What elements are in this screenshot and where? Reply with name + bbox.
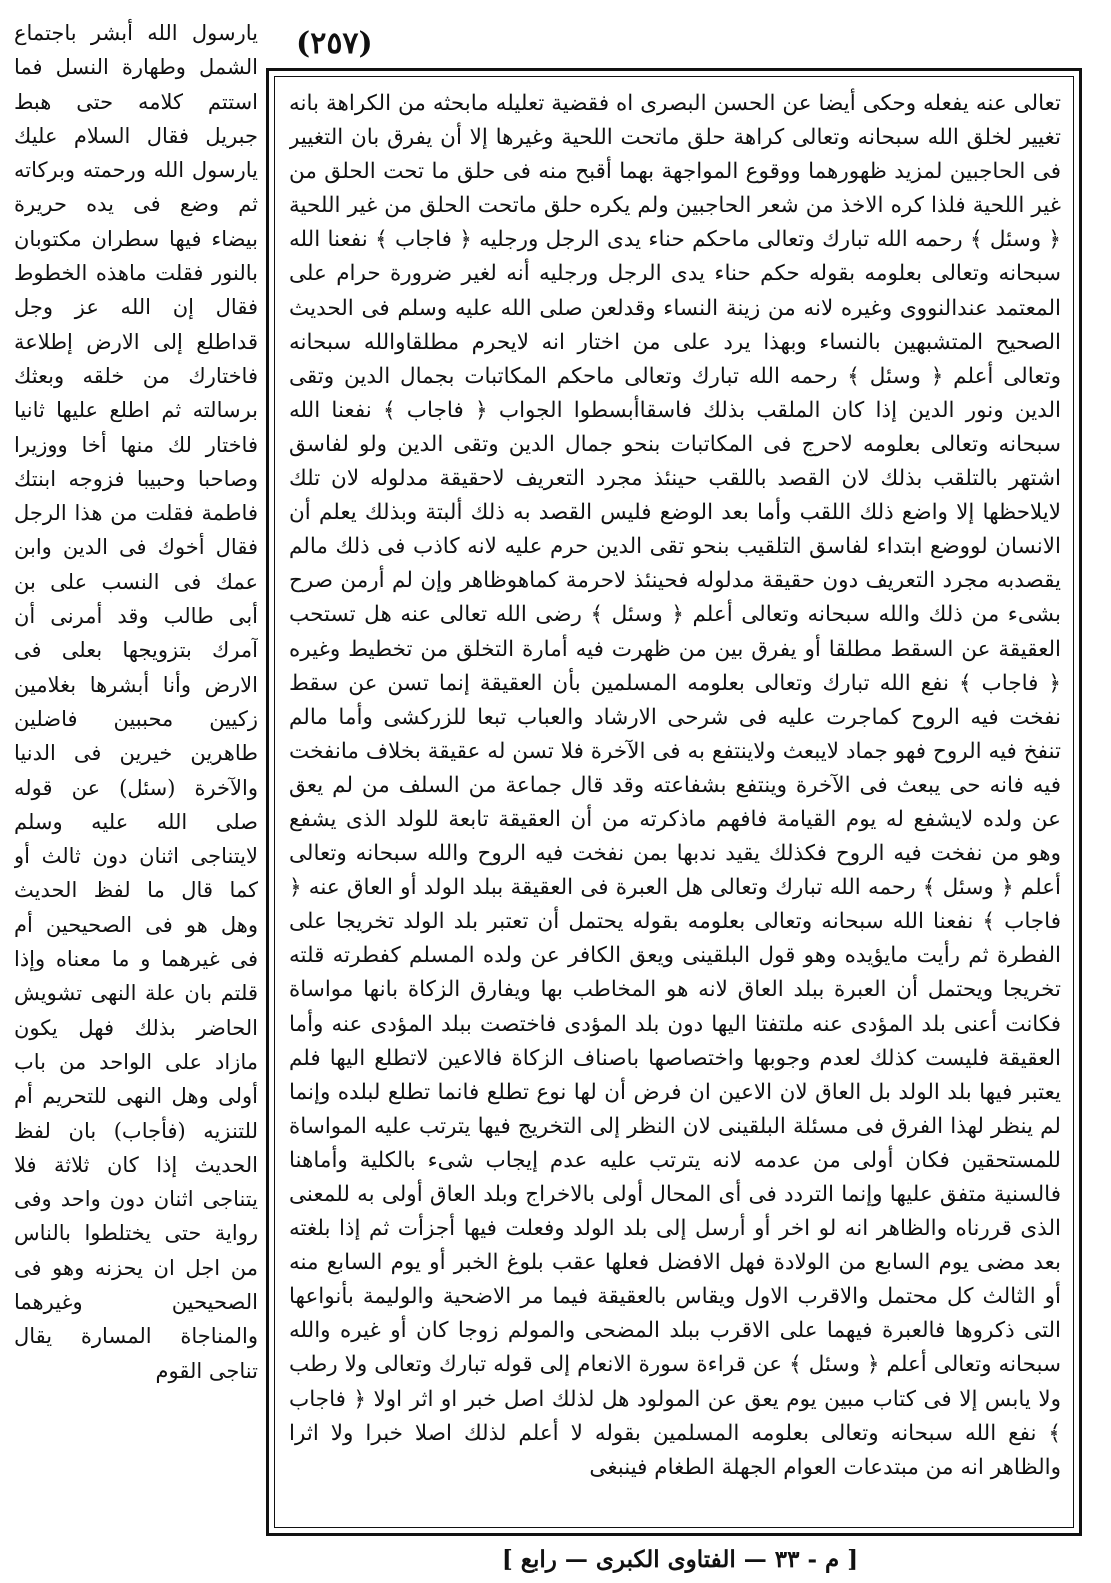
main-text-frame xyxy=(266,68,1082,1536)
page-number: (٢٥٧) xyxy=(296,26,373,61)
main-text-body: تعالى عنه يفعله وحكى أيضا عن الحسن البصرى اه فقضية تعليله مابحثه من الكراهة بانه تغيير لخلق الله سبحانه وتعالى كراهة حلق ماتحت اللحية وغيرها إلا أن يفرق بان التغيير فى الحاجبين لمزيد ظهورهما ووقوع المواجهة بهما أقبح منه فى حلق ما تحت الحلق من غير اللحية فلذا كره الاخذ من شعر الحاجبين ولم يكره حلق ماتحت الحلق من غير اللحية ﴿ وسئل ﴾ رحمه الله تبارك وتعالى ماحكم حناء يدى الرجل ورجليه ﴿ فاجاب ﴾ نفعنا الله سبحانه وتعالى بعلومه بقوله حكم حناء يدى الرجل ورجليه أنه لغير ضرورة حرام على المعتمد عندالنووى وغيره لانه من زينة النساء وقدلعن صلى الله عليه وسلم فى الحديث الصحيح المتشبهين بالنساء وبهذا يرد على من اختار انه لايحرم مطلقاوالله سبحانه وتعالى أعلم ﴿ وسئل ﴾ رحمه الله تبارك وتعالى ماحكم المكاتبات بجمال الدين وتقى الدين ونور الدين إذا كان الملقب بذلك فاسقاأبسطوا الجواب ﴿ فاجاب ﴾ نفعنا الله سبحانه وتعالى بعلومه لاحرج فى المكاتبات بنحو جمال الدين وتقى الدين ولو لفاسق اشتهر بالتلقب بذلك لان القصد باللقب حينئذ مجرد التعريف لاحقيقة مدلوله لان تلك لايلاحظها إلا واضع ذلك اللقب وأما بعد الوضع فليس القصد به ذلك ألبتة وبذلك يعلم أن الانسان لووضع ابتداء لفاسق التلقيب بنحو تقى الدين حرم عليه لانه كاذب فى ذلك مالم يقصدبه مجرد التعريف دون حقيقة مدلوله فحينئذ لاحرمة كماهوظاهر وإن لم أرمن صرح بشىء من ذلك والله سبحانه وتعالى أعلم ﴿ وسئل ﴾ رضى الله تعالى عنه هل تستحب العقيقة عن السقط مطلقا أو يفرق بين من ظهرت فيه أمارة التخلق من تخطيط وغيره ﴿ فاجاب ﴾ نفع الله تبارك وتعالى بعلومه المسلمين بأن العقيقة إنما تسن عن سقط نفخت فيه الروح كماجرت عليه فى شرحى الارشاد والعباب تبعا للزركشى وأما مالم تنفخ فيه الروح فهو جماد لايبعث ولاينتفع به فى الآخرة فلا تسن له عقيقة بخلاف مانفخت فيه فانه حى يبعث فى الآخرة وينتفع بشفاعته وقد قال جماعة من السلف من لم يعق عن ولده لايشفع له يوم القيامة فافهم ماذكرته من أن العقيقة تابعة للولد الذى يشفع وهو من نفخت فيه الروح فكذلك يقيد ندبها بمن نفخت فيه الروح والله سبحانه وتعالى أعلم ﴿ وسئل ﴾ رحمه الله تبارك وتعالى هل العبرة فى العقيقة ببلد الولد أو العاق عنه ﴿ فاجاب ﴾ نفعنا الله سبحانه وتعالى بعلومه بقوله يحتمل أن تعتبر بلد الولد تخريجا على الفطرة ثم رأيت مايؤيده وهو قول البلقينى ويعق الكافر عن ولده المسلم كفطرته قلته تخريجا ويحتمل أن العبرة ببلد العاق لانه هو المخاطب بها ويفارق الزكاة بانها مواساة فكانت أعنى بلد المؤدى عنه ملتفتا اليها دون بلد المؤدى فاختصت ببلد المؤدى عنه وأما العقيقة فليست كذلك لعدم وجوبها واختصاصها باصناف الزكاة فالاعين لاتطلع اليها فلم يعتبر فيها بلد الولد بل العاق لان الاعين ان فرض أن لها نوع تطلع فانما تطلع لبلده وإنما لم ينظر لهذا الفرق فى مسئلة البلقينى لان النظر إلى التخريج فيها يترتب عليه المواساة للمستحقين فكان أولى من عدمه لانه يترتب عليه عدم إيجاب شىء بالكلية وأماهنا فالسنية متفق عليها وإنما التردد فى أى المحال أولى بالاخراج وبلد العاق أولى به للمعنى الذى قررناه والظاهر انه لو اخر أو أرسل إلى بلد الولد وفعلت فيها أجزأت ثم إذا بلغته بعد مضى يوم السابع من الولادة فهل الافضل فعلها عقب بلوغ الخبر أو يوم السابع منه أو الثالث كل محتمل والاقرب الاول ويقاس بالعقيقة فيما مر الاضحية والوليمة بأنواعها التى ذكروها فالعبرة فيهما على الاقرب ببلد المضحى والمولم زوجا كان أو غيره والله سبحانه وتعالى أعلم ﴿ وسئل ﴾ عن قراءة سورة الانعام إلى قوله تبارك وتعالى ولا رطب ولا يابس إلا فى كتاب مبين يوم يعق عن المولود هل لذلك اصل خبر او اثر اولا ﴿ فاجاب ﴾ نفع الله سبحانه وتعالى بعلومه المسلمين بقوله لا أعلم لذلك اصلا خبرا ولا اثرا والظاهر انه من مبتدعات العوام الجهلة الطغام فينبغى xyxy=(289,91,1061,1480)
margin-text-column: يارسول الله أبشر باجتماع الشمل وطهارة النسل فما استتم كلامه حتى هبط جبريل فقال السلام عليك يارسول الله ورحمته وبركاته ثم وضع فى يده حريرة بيضاء فيها سطران مكتوبان بالنور فقلت ماهذه الخطوط فقال إن الله عز وجل قداطلع إلى الارض إطلاعة فاختارك من خلقه وبعثك برسالته ثم اطلع عليها ثانيا فاختار لك منها أخا ووزيرا وصاحبا وحبيبا فزوجه ابنتك فاطمة فقلت من هذا الرجل فقال أخوك فى الدين وابن عمك فى النسب على بن أبى طالب وقد أمرنى أن آمرك بتزويجها بعلى فى الارض وأنا أبشرها بغلامين زكيين محببين فاضلين طاهرين خيرين فى الدنيا والآخرة (سئل) عن قوله صلى الله عليه وسلم لايتناجى اثنان دون ثالث أو كما قال ما لفظ الحديث وهل هو فى الصحيحين أم فى غيرهما و ما معناه وإذا قلتم بان علة النهى تشويش الحاضر بذلك فهل يكون مازاد على الواحد من باب أولى وهل النهى للتحريم أم للتنزيه (فأجاب) بان لفظ الحديث إذا كان ثلاثة فلا يتناجى اثنان دون واحد وفى رواية حتى يختلطوا بالناس من اجل ان يحزنه وهو فى الصحيحين وغيرهما والمناجاة المسارة يقال تناجى القوم xyxy=(14,21,258,1383)
footer-signature: [ م - ٣٣ — الفتاوى الكبرى — رابع ] xyxy=(501,1546,859,1573)
